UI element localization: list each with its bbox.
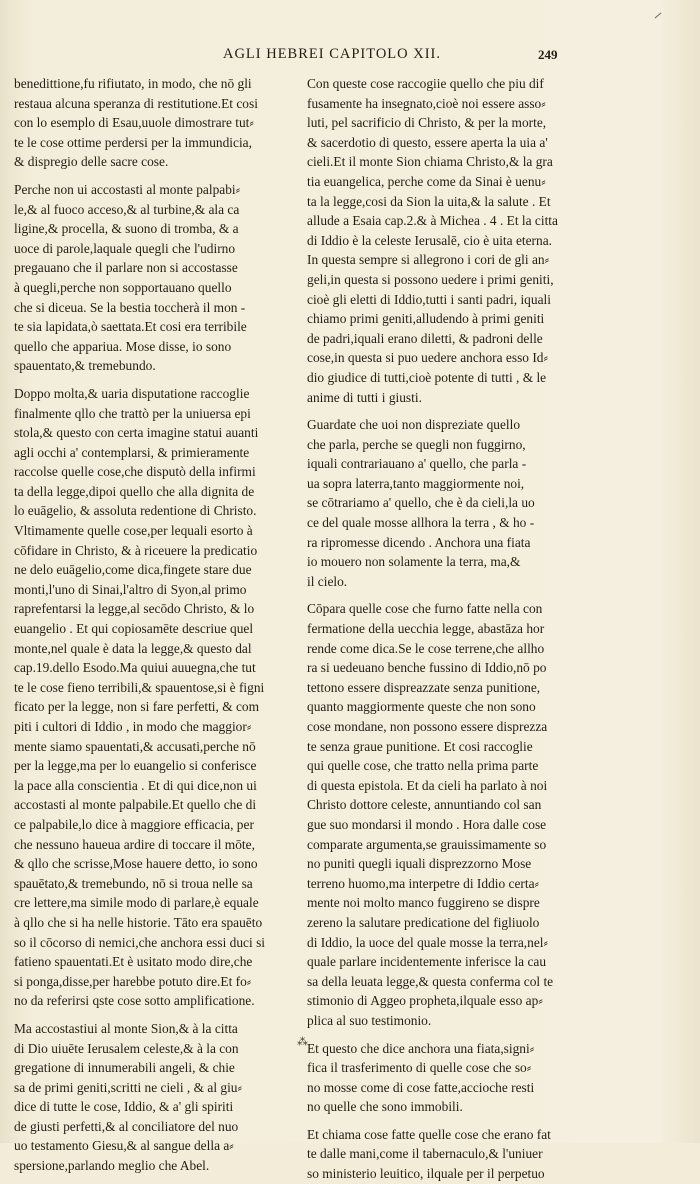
text-line: con lo esemplo di Esau,uuole dimostrare tut⸗ (14, 115, 254, 131)
left-column (14, 74, 301, 1176)
text-line: ta della legge,dipoi quello che alla dignita de (14, 483, 255, 499)
text-line: gue suo mondarsi il mondo . Hora dalle cose (307, 816, 547, 832)
text-line: so il cōcorso di nemici,che anchora essi duci si (14, 934, 266, 950)
text-line: ce del quale mosse allhora la terra , & ho - (307, 515, 535, 531)
text-line: che parla, perche se quegli non fuggirno, (307, 436, 526, 452)
text-line: Con queste cose raccogiie quello che piu dif (307, 76, 544, 91)
text-line: spauentato,& tremebundo. (14, 358, 156, 374)
text-line: stimonio di Aggeo propheta,ilquale esso ap⸗ (307, 993, 543, 1009)
margin-tick-mark (655, 13, 662, 19)
text-line: sa della leuata legge,& questa conferma col te (307, 973, 554, 989)
text-line: la pace alla conscientia . Et di qui dice,non ui (14, 777, 257, 793)
text-line: te senza graue punitione. Et cosi raccoglie (307, 738, 533, 754)
text-line: mente noi molto manco fuggireno se dispre (307, 895, 540, 911)
text-line: anime di tutti i giusti. (307, 389, 422, 405)
text-line: fusamente ha insegnato,cioè noi essere asso⸗ (307, 95, 546, 111)
text-line: ligine,& procella, & suono di tromba, & a (14, 221, 239, 237)
text-line: cioè gli eletti di Iddio,tutti i santi padri, iquali (307, 291, 551, 307)
text-line: Cōpara quelle cose che furno fatte nella con (307, 601, 543, 617)
text-line: monte,nel quale è data la legge,& questo dal (14, 640, 252, 656)
right-paragraph (307, 599, 599, 1030)
text-line: quale parlare incidentemente inferisce la cau (307, 954, 547, 970)
text-line: raprefentarsi la legge,al secōdo Christo, & lo (14, 601, 255, 617)
text-line: Christo dottore celeste, annuntiando col san (307, 797, 542, 813)
text-line: spauētato,& tremebundo, nō si troua nelle sa (14, 875, 253, 891)
text-line: dice di tutte le cose, Iddio, & a' gli spiriti (14, 1099, 234, 1115)
paragraph-gap (307, 1031, 599, 1039)
text-line: fatieno spauentati.Et è usitato modo dire,che (14, 954, 253, 970)
text-line: qui quelle cose, che tratto nella prima parte (307, 758, 539, 774)
text-line: si ponga,disse,per harebbe potuto dire.Et fo⸗ (14, 973, 252, 989)
text-line: ficato per la legge, non si fare perfetti, & com (14, 699, 260, 715)
text-line: io mouero non solamente la terra, ma,& (307, 554, 521, 570)
text-line: di questa epistola. Et da cieli ha parlato à noi (307, 777, 548, 793)
text-line: Ma accostastiui al monte Sion,& à la citta (14, 1020, 238, 1036)
text-line: ce palpabile,lo dice à maggiore efficacia, per (14, 816, 254, 832)
text-line: che nessuno haueua ardire di toccare il mōte, (14, 836, 255, 852)
text-line: uo testamento Giesu,& al sangue della a⸗ (14, 1138, 234, 1154)
left-paragraph (14, 1019, 301, 1176)
paragraph-gap (307, 407, 599, 415)
text-line: le,& al fuoco acceso,& al turbine,& ala ca (14, 201, 240, 217)
text-line: & sacerdotio di questo, essere aperta la uia a' (307, 134, 548, 150)
text-line: de padri,iquali erano diletti, & padroni delle (307, 330, 543, 346)
text-line: no quelle che sono immobili. (307, 1099, 463, 1115)
text-line: no da referirsi qste cose sotto amplificatione. (14, 993, 255, 1009)
text-line: à qllo che si ha nelle historie. Tāto era spauēto (14, 914, 263, 930)
text-line: per la legge,ma per lo euangelio si conferisce (14, 758, 257, 774)
paragraph-gap (14, 376, 301, 384)
right-paragraph (307, 1125, 599, 1184)
text-line: di Iddio, la uoce del quale mosse la terra,nel⸗ (307, 934, 548, 950)
right-paragraph (307, 1039, 599, 1117)
left-paragraph (14, 180, 301, 376)
text-line: iquali contrariauano a' quello, che parla - (307, 456, 527, 472)
text-line: rende come dica.Se le cose terrene,che allho (307, 640, 545, 656)
text-line: il cielo. (307, 573, 348, 589)
text-line: ra ripromesse dicendo . Anchora una fiata (307, 534, 531, 550)
right-paragraph (307, 74, 599, 407)
text-line: ne delo euāgelio,come dica,fingete stare due (14, 562, 252, 578)
text-line: accostasti al monte palpabile.Et quello che di (14, 797, 257, 813)
text-line: cieli.Et il monte Sion chiama Christo,& la gra (307, 154, 553, 170)
text-line: tettono essere dispreazzate senza punitione, (307, 679, 541, 695)
text-line: che si diceua. Se la bestia toccherà il mon - (14, 299, 246, 315)
running-head: AGLI HEBREI CAPITOLO XII. (222, 46, 442, 62)
paragraph-gap (307, 1117, 599, 1125)
text-line: Vltimamente quelle cose,per lequali esorto à (14, 523, 253, 539)
text-line: di Dio uiuēte Ierusalem celeste,& à la con (14, 1040, 239, 1056)
text-line: finalmente qllo che trattò per la uniuersa epi (14, 405, 251, 421)
text-line: spersione,parlando meglio che Abel. (14, 1158, 210, 1174)
text-line: monti,l'uno di Sinai,l'altro di Syon,al primo (14, 581, 247, 597)
text-line: quello che appariua. Mose disse, io sono (14, 338, 232, 354)
left-paragraph (14, 74, 301, 172)
text-line: dio giudice di tutti,cioè potente di tutti , & le (307, 369, 547, 385)
text-line: Doppo molta,& uaria disputatione raccoglie (14, 385, 250, 401)
text-line: ra si uedeuano benche fussino di Iddio,nō po (307, 660, 547, 676)
text-line: piti i cultori di Iddio , in modo che maggior⸗ (14, 719, 252, 734)
text-line: plica al suo testimonio. (307, 1012, 432, 1028)
text-line: cose mondane, non possono essere disprezza (307, 719, 548, 734)
text-line: so ministerio leuitico, ilquale per il perpetuo (307, 1166, 545, 1182)
page-number: 249 (538, 47, 558, 62)
text-line: luti, pel sacrificio di Christo, & per la morte, (307, 115, 547, 131)
text-line: terreno huomo,ma interpetre di Iddio certa⸗ (307, 875, 540, 891)
text-line: euangelio . Et qui copiosamēte descriue quel (14, 621, 254, 637)
text-line: cose,in questa si puo uedere anchora esso Id⸗ (307, 350, 548, 366)
text-line: tia euangelica, perche come da Sinai è uenu⸗ (307, 173, 546, 189)
text-line: allude a Esaia cap.2.& à Michea . 4 . Et la citta (307, 213, 558, 229)
text-line: & dispregio delle sacre cose. (14, 154, 169, 170)
text-line: zereno la salutare predicatione del figliuolo (307, 914, 540, 930)
text-line: restaua alcuna speranza di restitutione.Et cosi (14, 95, 258, 111)
text-line: di Iddio è la celeste Ierusalē, cio è uita eterna. (307, 232, 553, 248)
paragraph-gap (14, 1011, 301, 1019)
text-line: mente siamo spauentati,& accusati,perche nō (14, 738, 256, 754)
text-line: te le cose fieno terribili,& spauentose,si è figni (14, 679, 265, 695)
text-line: cōfidare in Christo, & à riceuere la predicatio (14, 542, 258, 558)
text-line: gregatione di innumerabili angeli, & chie (14, 1060, 235, 1076)
text-line: uoce di parole,laquale quegli che l'udirno (14, 240, 236, 256)
text-line: agli occhi a' contemplarsi, & primieramente (14, 444, 250, 460)
text-line: no puniti quegli iquali disprezzorno Mose (307, 856, 532, 872)
text-line: geli,in questa si possono uedere i primi geniti, (307, 271, 554, 287)
text-line: te sia lapidata,ò saettata.Et cosi era terribile (14, 319, 247, 335)
text-line: Et questo che dice anchora una fiata,signi⸗ (307, 1040, 535, 1056)
text-line: de giusti perfetti,& al conciliatore del nuo (14, 1118, 239, 1134)
right-column (307, 74, 599, 1184)
text-line: ta la legge,cosi da Sion la uita,& la salute . Et (307, 193, 551, 209)
left-paragraph (14, 384, 301, 1011)
text-line: fermatione della uecchia legge, abastāza hor (307, 621, 545, 637)
right-paragraph (307, 415, 599, 591)
text-line: chiamo primi geniti,alludendo à primi geniti (307, 311, 545, 327)
text-line: Perche non ui accostasti al monte palpabi⸗ (14, 181, 241, 197)
text-line: cre lettere,ma simile modo di parlare,è equale (14, 895, 259, 911)
text-line: cap.19.dello Esodo.Ma quiui auuegna,che tut (14, 660, 256, 676)
text-line: se cōtrariamo a' quello, che è da cieli,la uo (307, 495, 535, 511)
text-line: fica il trasferimento di quelle cose che so⸗ (307, 1060, 532, 1076)
text-line: In questa sempre si allegrono i cori de gli an⸗ (307, 252, 550, 268)
paragraph-gap (307, 591, 599, 599)
text-line: benedittione,fu rifiutato, in modo, che nō gli (14, 76, 252, 91)
text-line: stola,& questo con certa imagine statui auanti (14, 425, 259, 441)
paragraph-gap (14, 172, 301, 180)
text-line: raccolse quelle cose,che disputò della infirmi (14, 464, 256, 480)
text-line: sa de primi geniti,scritti ne cieli , & al giu⸗ (14, 1079, 242, 1095)
text-line: Et chiama cose fatte quelle cose che erano fat (307, 1126, 551, 1142)
text-line: lo euāgelio, & assoluta redentione di Christo. (14, 503, 257, 519)
text-line: no mosse come di cose fatte,accioche resti (307, 1079, 535, 1095)
text-line: pregauano che il parlare non si accostasse (14, 260, 238, 276)
text-line: quanto maggiormente queste che non sono (307, 699, 536, 715)
text-line: te dalle mani,come il tabernaculo,& l'uniuer (307, 1146, 543, 1162)
text-line: comparate argumenta,se grauissimamente so (307, 836, 547, 852)
text-line: te le cose ottime perdersi per la immundicia, (14, 134, 252, 150)
text-line: & qllo che scrisse,Mose hauere detto, io sono (14, 856, 258, 872)
text-line: à quegli,perche non sopportauano quello (14, 279, 232, 295)
text-line: Guardate che uoi non dispreziate quello (307, 417, 521, 433)
bottom-margin-mark: ⁂ (297, 1035, 308, 1048)
text-line: ua sopra laterra,tanto maggiormente noi, (307, 475, 525, 491)
